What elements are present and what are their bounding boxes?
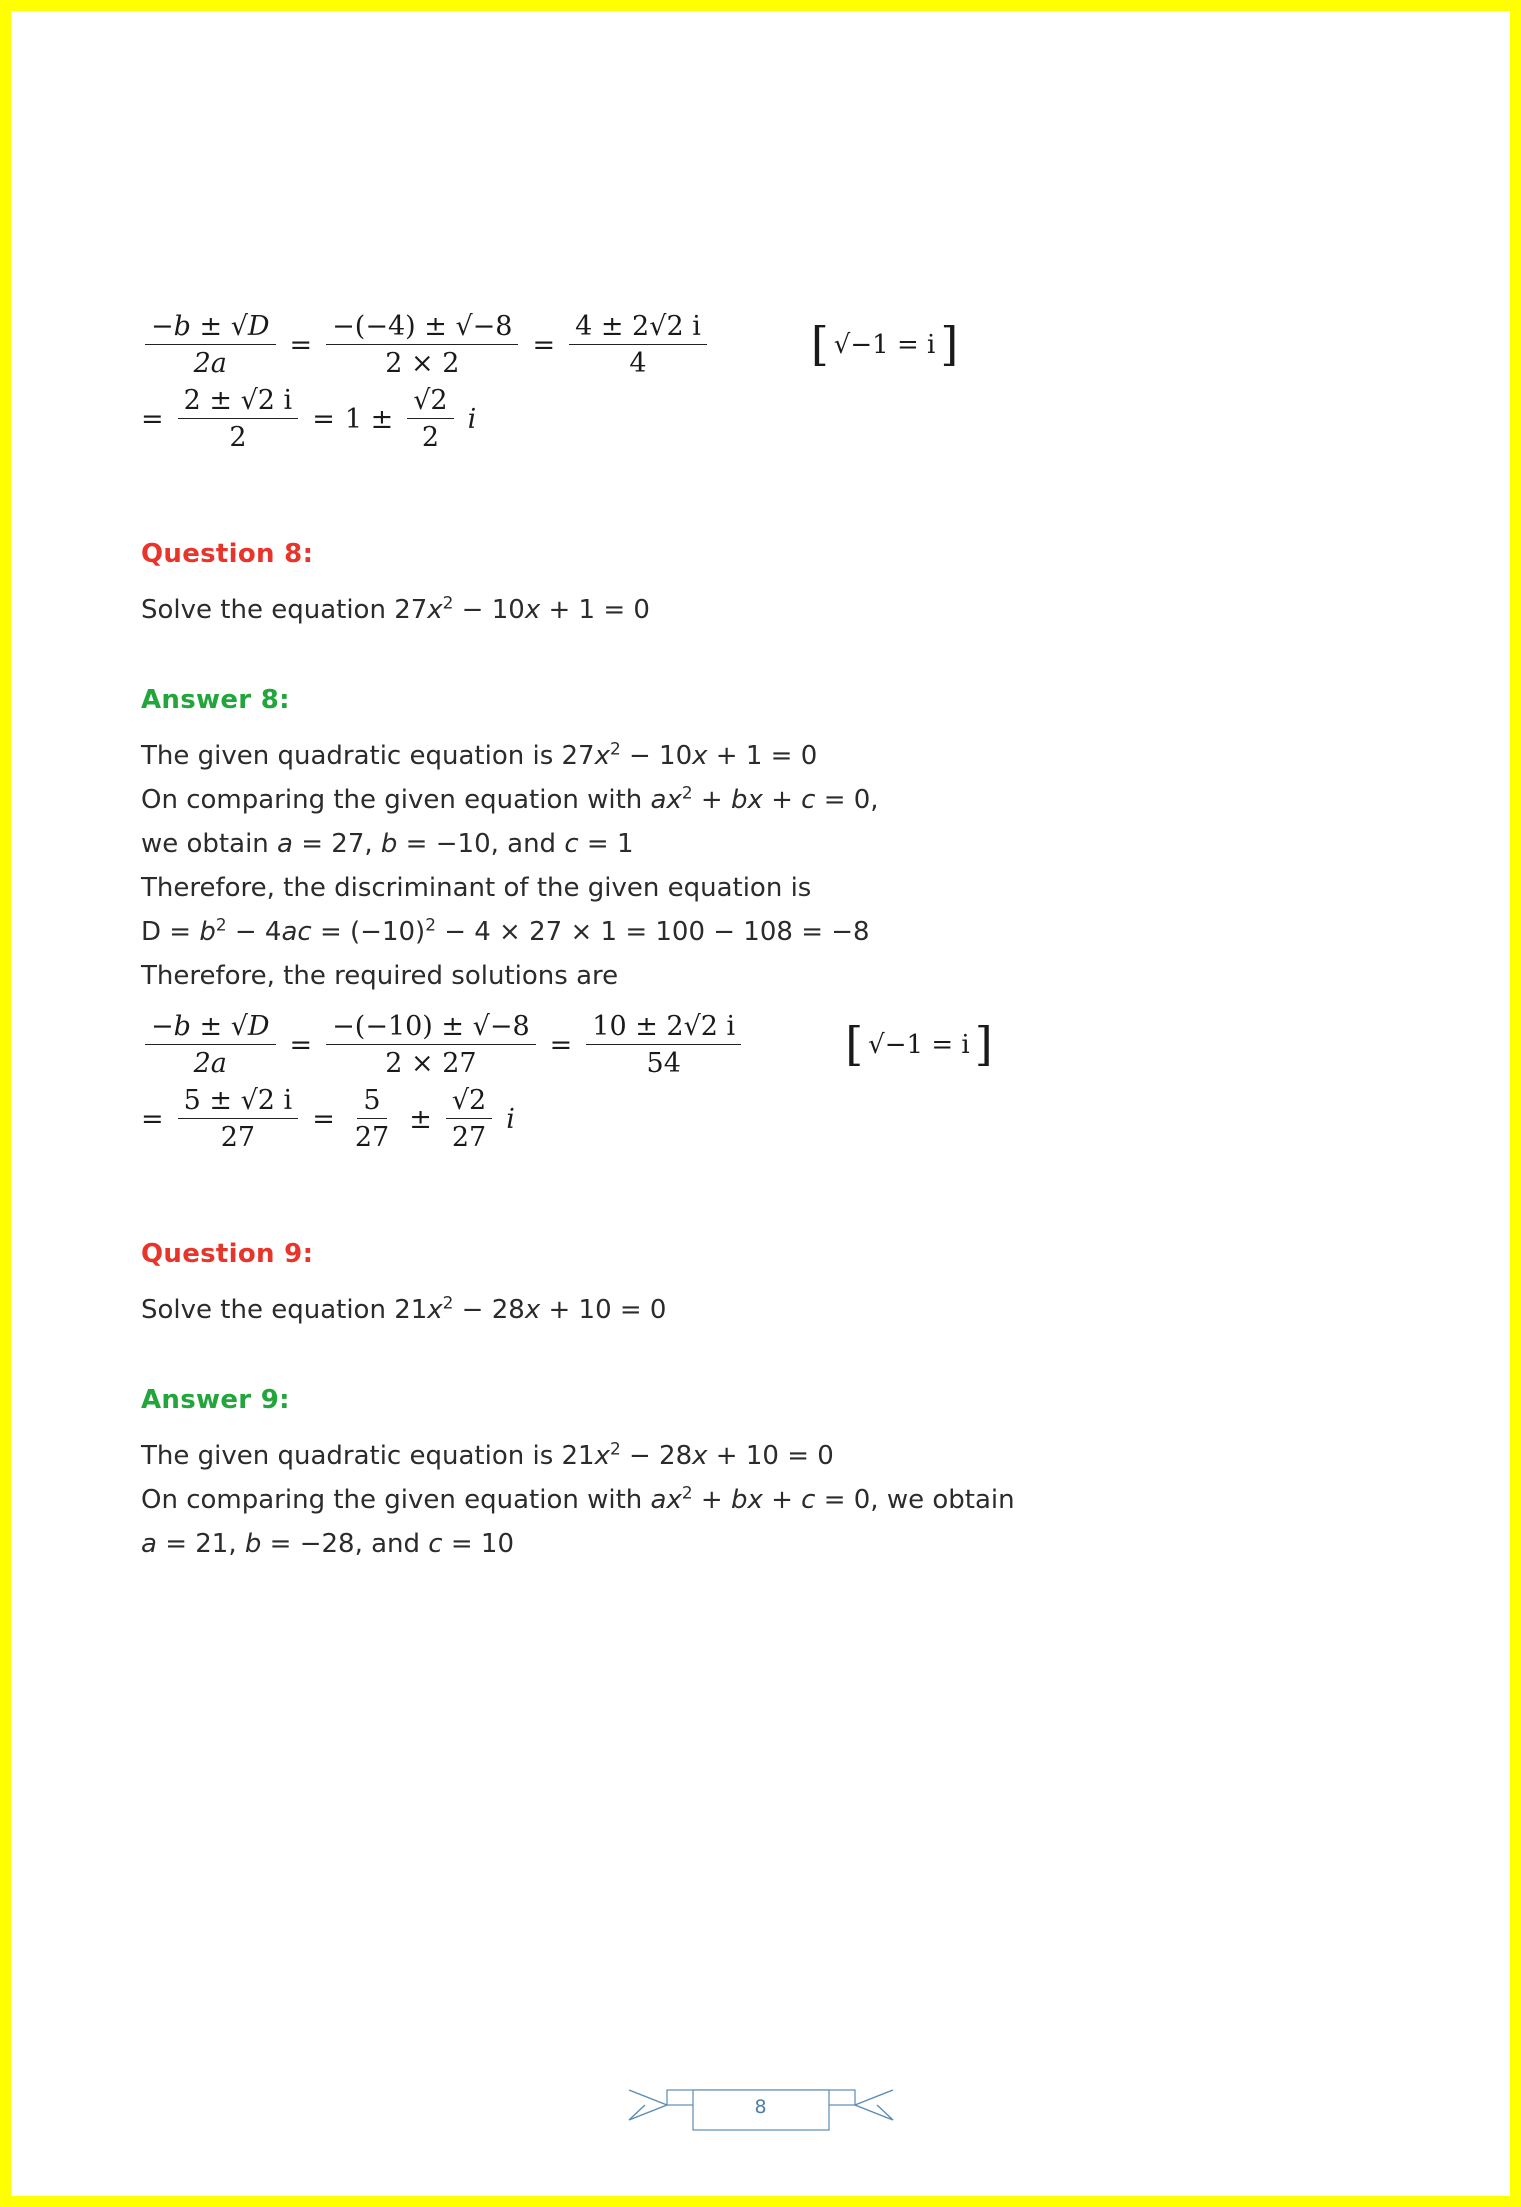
fraction-numerator: 4 ± 2√2 i	[569, 311, 707, 345]
equals-sign: =	[289, 329, 313, 361]
fraction-denominator: 4	[629, 348, 647, 379]
fraction-numerator: √2	[446, 1085, 492, 1119]
bracket-left: [	[810, 317, 829, 372]
math-block-answer-8	[141, 1011, 1381, 1153]
fraction-numerator: −b ± √D	[145, 1011, 276, 1045]
document-page	[11, 11, 1510, 2196]
equals-sign: =	[532, 329, 556, 361]
question-9-text: Solve the equation $21x^2 - 28x + 10 = 0$	[141, 1292, 667, 1325]
fraction-numerator: −(−4) ± √−8	[326, 311, 518, 345]
fraction-simplified	[582, 1011, 745, 1079]
fraction-simplified	[565, 311, 711, 379]
fraction-denominator: 2 × 2	[385, 348, 460, 379]
question-8-heading: Question 8:	[141, 539, 314, 569]
fraction-denominator: 27	[220, 1122, 256, 1153]
question-8-text: Solve the equation $27x^2 - 10x + 1 = 0$	[141, 592, 650, 625]
answer-8-line-5: $D = b^2 - 4ac = (-10)^2 - 4 \times 27 \times 1 = 100 - 108 = -8$	[141, 914, 870, 947]
fraction-denominator: 2	[229, 422, 247, 453]
bracket-right: ]	[974, 1017, 993, 1072]
fraction-numerator: 5	[357, 1085, 386, 1119]
equals-sign: =	[312, 1103, 335, 1135]
answer-9-heading: Answer 9:	[141, 1385, 290, 1415]
page-number: 8	[754, 2096, 767, 2118]
result-suffix: i	[506, 1103, 515, 1135]
page-number-ribbon	[11, 2068, 1510, 2138]
fraction-real-part	[345, 1085, 399, 1153]
fraction-quadratic-formula	[141, 311, 280, 379]
fraction-imaginary-part	[442, 1085, 496, 1153]
fraction-denominator: 2	[421, 422, 439, 453]
answer-8-line-1: The given quadratic equation is $27x^2 - 10x + 1 = 0$	[141, 738, 818, 771]
fraction-denominator: 2a	[193, 348, 227, 379]
fraction-substituted	[322, 311, 522, 379]
fraction-numerator: −(−10) ± √−8	[326, 1011, 535, 1045]
equals-sign: =	[549, 1029, 573, 1061]
answer-8-line-6: Therefore, the required solutions are	[141, 961, 619, 991]
math-block-top	[141, 311, 1381, 453]
answer-8-heading: Answer 8:	[141, 685, 290, 715]
fraction-denominator: 54	[646, 1048, 681, 1079]
fraction-numerator: −b ± √D	[145, 311, 276, 345]
result-prefix: 1 ±	[344, 403, 394, 435]
fraction-denominator: 2a	[193, 1048, 227, 1079]
fraction-substituted	[322, 1011, 539, 1079]
page-content	[141, 11, 1381, 1557]
fraction-numerator: √2	[407, 385, 453, 419]
answer-9-line-3: a = 21, b = −28, and c = 10	[141, 1529, 514, 1559]
fraction-quadratic-formula	[141, 1011, 280, 1079]
plus-minus-sign: ±	[409, 1103, 432, 1135]
answer-8-line-4: Therefore, the discriminant of the given equation is	[141, 873, 812, 903]
note-imaginary-unit	[845, 1017, 993, 1072]
equals-sign: =	[141, 1103, 164, 1135]
equals-sign: =	[289, 1029, 313, 1061]
answer-9-line-1: The given quadratic equation is $21x^2 - 28x + 10 = 0$	[141, 1438, 834, 1471]
fraction-reduced	[174, 385, 303, 453]
answer-9-line-2: On comparing the given equation with $ax^2$ + bx + c = 0, we obtain	[141, 1482, 1015, 1515]
bracket-right: ]	[940, 317, 959, 372]
note-text: √−1 = i	[868, 1029, 970, 1060]
fraction-denominator: 2 × 27	[385, 1048, 477, 1079]
question-9-heading: Question 9:	[141, 1239, 314, 1269]
fraction-reduced	[174, 1085, 303, 1153]
result-suffix: i	[467, 403, 477, 435]
bracket-left: [	[845, 1017, 864, 1072]
equals-sign: =	[312, 403, 335, 435]
fraction-numerator: 10 ± 2√2 i	[586, 1011, 741, 1045]
answer-8-line-3: we obtain a = 27, b = −10, and c = 1	[141, 829, 634, 859]
fraction-result	[403, 385, 457, 453]
note-text: √−1 = i	[833, 329, 936, 360]
fraction-numerator: 2 ± √2 i	[178, 385, 299, 419]
fraction-denominator: 27	[354, 1122, 390, 1153]
fraction-numerator: 5 ± √2 i	[178, 1085, 299, 1119]
note-imaginary-unit	[810, 317, 959, 372]
equals-sign: =	[141, 403, 164, 435]
fraction-denominator: 27	[451, 1122, 487, 1153]
answer-8-line-2: On comparing the given equation with $ax^2$ + bx + c = 0,	[141, 782, 879, 815]
